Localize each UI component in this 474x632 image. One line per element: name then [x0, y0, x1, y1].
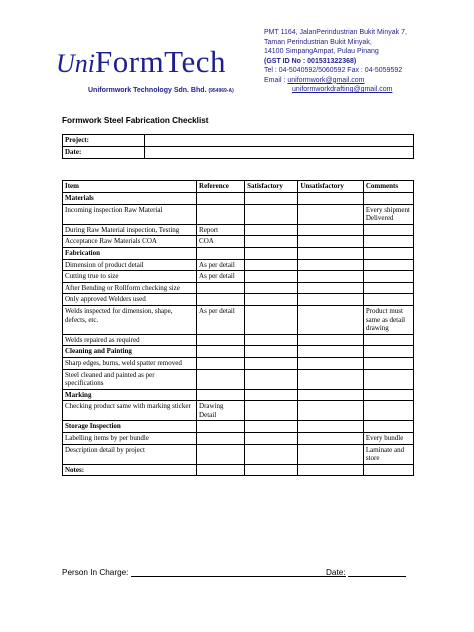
- comments-cell: [363, 259, 413, 271]
- item-cell: During Raw Material inspection, Testing: [63, 224, 197, 236]
- person-label: Person In Charge:: [62, 568, 129, 577]
- satisfactory-cell[interactable]: [245, 236, 298, 248]
- table-row: [63, 224, 414, 236]
- reference-cell: As per detail: [197, 271, 245, 283]
- table-row: [63, 369, 414, 389]
- section-label: Marking: [63, 389, 197, 401]
- empty-cell: [298, 193, 363, 205]
- table-row: [63, 259, 414, 271]
- footer-date-label: Date:: [326, 568, 346, 577]
- empty-cell: [245, 193, 298, 205]
- gst-id: (GST ID No : 001531322368): [264, 57, 357, 65]
- satisfactory-cell[interactable]: [245, 259, 298, 271]
- empty-cell: [245, 389, 298, 401]
- empty-cell: [245, 247, 298, 259]
- email-link-1[interactable]: uniformwork@gmail.com: [287, 76, 365, 84]
- item-cell: Incoming inspection Raw Material: [63, 204, 197, 224]
- satisfactory-cell[interactable]: [245, 204, 298, 224]
- reference-cell: Drawing Detail: [197, 401, 245, 421]
- satisfactory-cell[interactable]: [245, 401, 298, 421]
- empty-cell: [363, 421, 413, 433]
- comments-cell: [363, 224, 413, 236]
- header-satisfactory: Satisfactory: [245, 181, 298, 193]
- unsatisfactory-cell[interactable]: [298, 305, 363, 334]
- section-row: [63, 247, 414, 259]
- empty-cell: [197, 421, 245, 433]
- unsatisfactory-cell[interactable]: [298, 259, 363, 271]
- table-row: [63, 401, 414, 421]
- item-cell: Steel cleaned and painted as per specifications: [63, 369, 197, 389]
- empty-cell: [197, 247, 245, 259]
- company-name-text: Uniformwork Technology Sdn. Bhd.: [88, 87, 207, 94]
- comments-cell: Every shipment Delivered: [363, 204, 413, 224]
- empty-cell: [363, 346, 413, 358]
- satisfactory-cell[interactable]: [245, 444, 298, 464]
- satisfactory-cell[interactable]: [245, 305, 298, 334]
- satisfactory-cell[interactable]: [245, 224, 298, 236]
- comments-cell: [363, 282, 413, 294]
- empty-cell: [197, 346, 245, 358]
- table-row: [63, 444, 414, 464]
- empty-cell: [298, 464, 363, 476]
- item-cell: Welds repaired as required: [63, 334, 197, 346]
- reference-cell: [197, 282, 245, 294]
- company-address: [264, 28, 464, 95]
- checklist-body: [63, 193, 414, 476]
- comments-cell: [363, 271, 413, 283]
- section-label: Cleaning and Painting: [63, 346, 197, 358]
- person-line[interactable]: [131, 567, 346, 577]
- footer-date: [326, 567, 406, 577]
- satisfactory-cell[interactable]: [245, 433, 298, 445]
- comments-cell: Product must same as detail drawing: [363, 305, 413, 334]
- comments-cell: [363, 357, 413, 369]
- reference-cell: [197, 369, 245, 389]
- reference-cell: [197, 294, 245, 306]
- satisfactory-cell[interactable]: [245, 282, 298, 294]
- unsatisfactory-cell[interactable]: [298, 294, 363, 306]
- address-line: Taman Perindustrian Bukit Minyak,: [264, 38, 372, 46]
- table-row: [63, 236, 414, 248]
- empty-cell: [363, 193, 413, 205]
- header-item: Item: [63, 181, 197, 193]
- reference-cell: [197, 334, 245, 346]
- satisfactory-cell[interactable]: [245, 334, 298, 346]
- unsatisfactory-cell[interactable]: [298, 282, 363, 294]
- empty-cell: [363, 464, 413, 476]
- section-label: Materials: [63, 193, 197, 205]
- section-row: [63, 389, 414, 401]
- reference-cell: [197, 444, 245, 464]
- item-cell: Labelling items by per bundle: [63, 433, 197, 445]
- project-info-table: [62, 134, 414, 159]
- item-cell: Cutting true to size: [63, 271, 197, 283]
- table-row: [63, 305, 414, 334]
- reference-cell: [197, 433, 245, 445]
- satisfactory-cell[interactable]: [245, 369, 298, 389]
- section-row: [63, 346, 414, 358]
- item-cell: Dimension of product detail: [63, 259, 197, 271]
- section-label: Notes:: [63, 464, 197, 476]
- empty-cell: [298, 421, 363, 433]
- unsatisfactory-cell[interactable]: [298, 334, 363, 346]
- section-label: Storage Inspection: [63, 421, 197, 433]
- header-comments: Comments: [363, 181, 413, 193]
- comments-cell: Laminate and store: [363, 444, 413, 464]
- date-label: Date:: [63, 147, 145, 159]
- footer-date-line[interactable]: [348, 567, 406, 577]
- empty-cell: [245, 346, 298, 358]
- unsatisfactory-cell[interactable]: [298, 401, 363, 421]
- satisfactory-cell[interactable]: [245, 294, 298, 306]
- satisfactory-cell[interactable]: [245, 357, 298, 369]
- email-link-2[interactable]: uniformworkdrafting@gmail.com: [292, 86, 393, 93]
- section-label: Fabrication: [63, 247, 197, 259]
- table-row: [63, 204, 414, 224]
- company-reg-no: (954969-A): [208, 88, 234, 94]
- reference-cell: [197, 204, 245, 224]
- item-cell: Welds inspected for dimension, shape, defects, etc.: [63, 305, 197, 334]
- project-row: [63, 135, 414, 147]
- address-line: 14100 SimpangAmpat, Pulau Pinang: [264, 48, 379, 55]
- comments-cell: [363, 236, 413, 248]
- company-logo: [56, 44, 226, 80]
- email-line-2: [264, 85, 464, 95]
- unsatisfactory-cell[interactable]: [298, 357, 363, 369]
- table-row: [63, 271, 414, 283]
- checklist-table: [62, 180, 414, 476]
- email-label: Email :: [264, 76, 286, 84]
- empty-cell: [197, 464, 245, 476]
- empty-cell: [197, 193, 245, 205]
- header-reference: Reference: [197, 181, 245, 193]
- company-name: [88, 87, 234, 94]
- comments-cell: [363, 401, 413, 421]
- unsatisfactory-cell[interactable]: [298, 224, 363, 236]
- empty-cell: [245, 421, 298, 433]
- item-cell: Checking product same with marking sticker: [63, 401, 197, 421]
- item-cell: Acceptance Raw Materials COA: [63, 236, 197, 248]
- email-line: [264, 76, 464, 86]
- satisfactory-cell[interactable]: [245, 271, 298, 283]
- item-cell: Description detail by project: [63, 444, 197, 464]
- table-row: [63, 433, 414, 445]
- empty-cell: [298, 346, 363, 358]
- reference-cell: As per detail: [197, 259, 245, 271]
- unsatisfactory-cell[interactable]: [298, 204, 363, 224]
- empty-cell: [363, 247, 413, 259]
- unsatisfactory-cell[interactable]: [298, 433, 363, 445]
- reference-cell: As per detail: [197, 305, 245, 334]
- unsatisfactory-cell[interactable]: [298, 444, 363, 464]
- address-line: PMT 1164, JalanPerindustrian Bukit Minyak 7,: [264, 29, 407, 36]
- table-row: [63, 282, 414, 294]
- reference-cell: [197, 357, 245, 369]
- table-row: [63, 334, 414, 346]
- project-value[interactable]: [145, 135, 414, 147]
- table-row: [63, 294, 414, 306]
- unsatisfactory-cell[interactable]: [298, 271, 363, 283]
- page-title: Formwork Steel Fabrication Checklist: [62, 116, 209, 125]
- item-cell: Only approved Welders used: [63, 294, 197, 306]
- logo-prefix: Uni: [56, 49, 95, 78]
- empty-cell: [363, 389, 413, 401]
- comments-cell: [363, 369, 413, 389]
- project-label: Project:: [63, 135, 145, 147]
- section-row: [63, 421, 414, 433]
- header-unsatisfactory: Unsatisfactory: [298, 181, 363, 193]
- phone-fax: Tel : 04-5040592/5060592 Fax : 04-5059592: [264, 67, 403, 74]
- reference-cell: COA: [197, 236, 245, 248]
- empty-cell: [298, 389, 363, 401]
- comments-cell: Every bundle: [363, 433, 413, 445]
- logo-main: FormTech: [95, 44, 226, 79]
- table-row: [63, 357, 414, 369]
- person-in-charge: [62, 567, 346, 577]
- section-row: [63, 193, 414, 205]
- comments-cell: [363, 334, 413, 346]
- section-row: [63, 464, 414, 476]
- item-cell: After Bending or Rollform checking size: [63, 282, 197, 294]
- date-row: [63, 147, 414, 159]
- unsatisfactory-cell[interactable]: [298, 236, 363, 248]
- empty-cell: [298, 247, 363, 259]
- empty-cell: [245, 464, 298, 476]
- item-cell: Sharp edges, burns, weld spatter removed: [63, 357, 197, 369]
- header-row: [63, 181, 414, 193]
- date-value[interactable]: [145, 147, 414, 159]
- reference-cell: Report: [197, 224, 245, 236]
- empty-cell: [197, 389, 245, 401]
- comments-cell: [363, 294, 413, 306]
- unsatisfactory-cell[interactable]: [298, 369, 363, 389]
